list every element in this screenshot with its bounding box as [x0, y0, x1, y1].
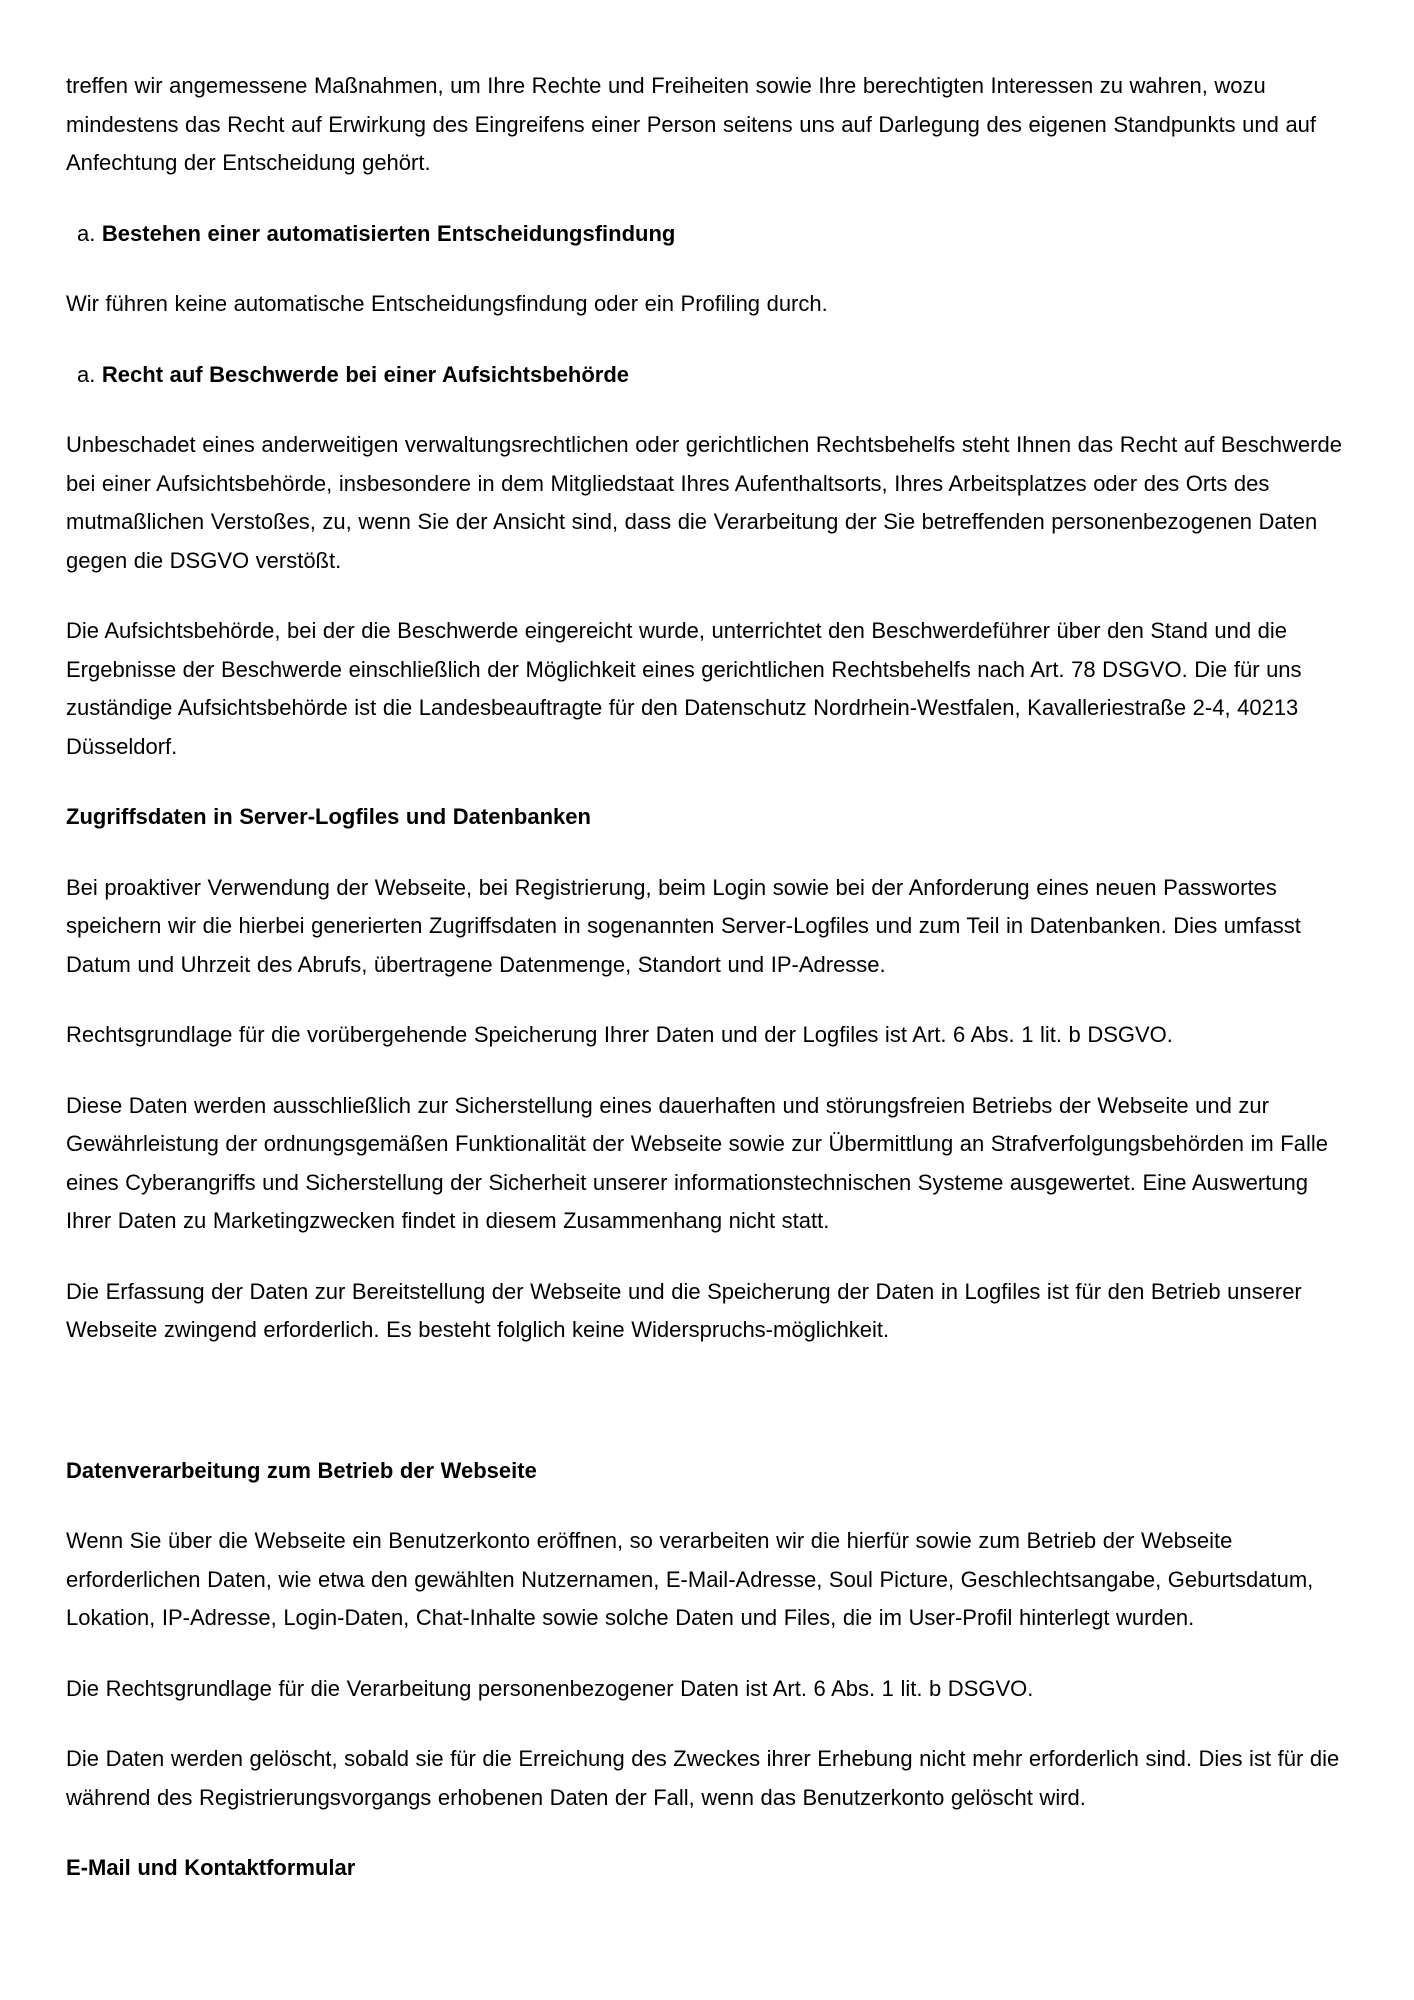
- section-heading: Zugriffsdaten in Server-Logfiles und Datenbanken: [66, 804, 591, 829]
- list-item-label: Recht auf Beschwerde bei einer Aufsichtsbehörde: [101, 361, 629, 387]
- paragraph: Wenn Sie über die Webseite ein Benutzerkonto eröffnen, so verarbeiten wir die hierfür sowie zum Betrieb der Webseite erforderlichen Daten, wie etwa den gewählten Nutzernamen, E-Mail-Adresse, Soul Picture, Geschlechtsangabe, Geburtsdatum, Lokation, IP-Adresse, Login-Daten, Chat-Inhalte sowie solche Daten und Files, die im User-Profil hinterlegt wurden.: [66, 1528, 1314, 1630]
- document-content: [66, 67, 1358, 1888]
- section-heading: Datenverarbeitung zum Betrieb der Webseite: [66, 1457, 537, 1483]
- paragraph: Die Erfassung der Daten zur Bereitstellung der Webseite und die Speicherung der Daten in Logfiles ist für den Betrieb unserer Webseite zwingend erforderlich. Es besteht folglich keine Widerspruchs-möglichkeit.: [66, 1278, 1302, 1342]
- empty-paragraph-spacer: [66, 1382, 1358, 1452]
- list-item-heading: [66, 215, 1358, 254]
- list-item-heading: [66, 356, 1358, 395]
- paragraph: Unbeschadet eines anderweitigen verwaltungsrechtlichen oder gerichtlichen Rechtsbehelfs steht Ihnen das Recht auf Beschwerde bei einer Aufsichtsbehörde, insbesondere in dem Mitgliedstaat Ihres Aufenthaltsorts, Ihres Arbeitsplatzes oder des Orts des mutmaßlichen Verstoßes, zu, wenn Sie der Ansicht sind, dass die Verarbeitung der Sie betreffenden personenbezogenen Daten gegen die DSGVO verstößt.: [66, 432, 1342, 573]
- list-item-label: Bestehen einer automatisierten Entscheidungsfindung: [101, 220, 676, 246]
- paragraph: Bei proaktiver Verwendung der Webseite, bei Registrierung, beim Login sowie bei der Anforderung eines neuen Passwortes speichern wir die hierbei generierten Zugriffsdaten in sogenannten Server-Logfiles und zum Teil in Datenbanken. Dies umfasst Datum und Uhrzeit des Abrufs, übertragene Datenmenge, Standort und IP-Adresse.: [66, 874, 1301, 977]
- paragraph: Diese Daten werden ausschließlich zur Sicherstellung eines dauerhaften und störungsfreien Betriebs der Webseite und zur Gewährleistung der ordnungsgemäßen Funktionalität der Webseite sowie zur Übermittlung an Strafverfolgungsbehörden im Falle eines Cyberangriffs und Sicherstellung der Sicherheit unserer informationstechnischen Systeme ausgewertet. Eine Auswertung Ihrer Daten zu Marketingzwecken findet in diesem Zusammenhang nicht statt.: [66, 1092, 1328, 1233]
- list-marker: a.: [77, 361, 96, 387]
- paragraph: Die Rechtsgrundlage für die Verarbeitung personenbezogener Daten ist Art. 6 Abs. 1 lit. b DSGVO.: [66, 1675, 1034, 1701]
- paragraph: Rechtsgrundlage für die vorübergehende Speicherung Ihrer Daten und der Logfiles ist Art. 6 Abs. 1 lit. b DSGVO.: [66, 1022, 1173, 1047]
- list-marker: a.: [77, 220, 96, 246]
- paragraph: Die Aufsichtsbehörde, bei der die Beschwerde eingereicht wurde, unterrichtet den Beschwerdeführer über den Stand und die Ergebnisse der Beschwerde einschließlich der Möglichkeit eines gerichtlichen Rechtsbehelfs nach Art. 78 DSGVO. Die für uns zuständige Aufsichtsbehörde ist die Landesbeauftragte für den Datenschutz Nordrhein-Westfalen, Kavalleriestraße 2-4, 40213 Düsseldorf.: [66, 618, 1302, 759]
- paragraph: treffen wir angemessene Maßnahmen, um Ihre Rechte und Freiheiten sowie Ihre berechtigten Interessen zu wahren, wozu mindestens das Recht auf Erwirkung des Eingreifens einer Person seitens uns auf Darlegung des eigenen Standpunkts und auf Anfechtung der Entscheidung gehört.: [66, 73, 1317, 175]
- paragraph: Die Daten werden gelöscht, sobald sie für die Erreichung des Zweckes ihrer Erhebung nicht mehr erforderlich sind. Dies ist für die während des Registrierungsvorgangs erhobenen Daten der Fall, wenn das Benutzerkonto gelöscht wird.: [66, 1746, 1340, 1810]
- section-heading: E-Mail und Kontaktformular: [66, 1855, 356, 1880]
- paragraph: Wir führen keine automatische Entscheidungsfindung oder ein Profiling durch.: [66, 291, 828, 316]
